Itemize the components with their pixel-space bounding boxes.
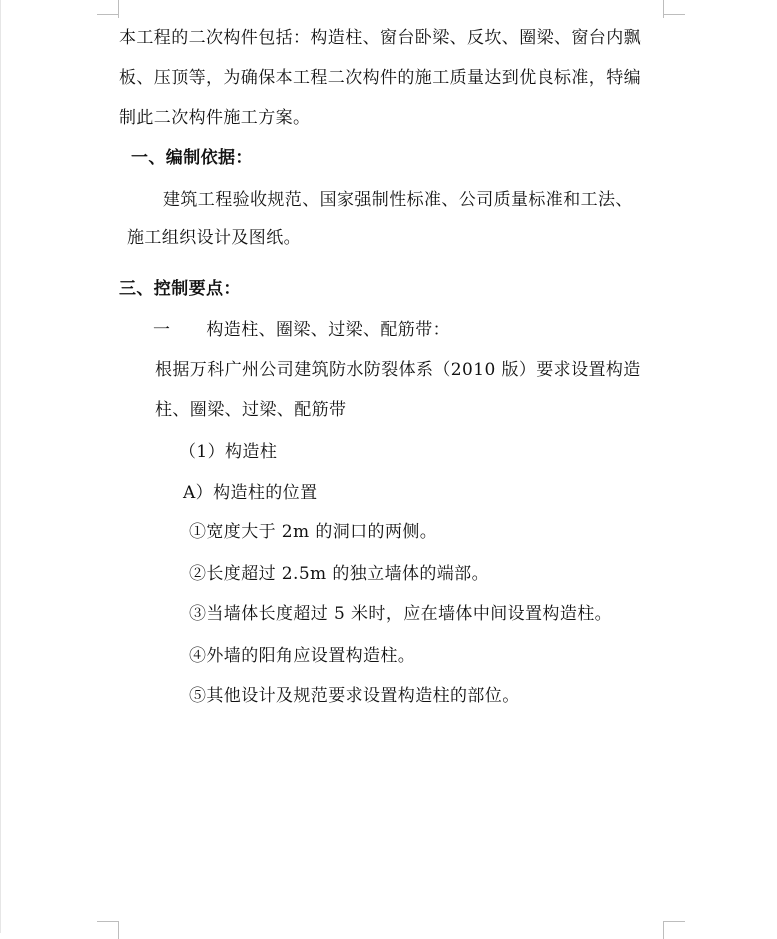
crop-mark-top-right-v: [663, 0, 664, 18]
item-a-heading: A）构造柱的位置: [183, 483, 318, 503]
section-3-para-line-1: 根据万科广州公司建筑防水防裂体系（2010 版）要求设置构造: [155, 360, 641, 380]
section-1-heading: 一、编制依据：: [131, 148, 253, 168]
crop-mark-top-left-h: [97, 14, 119, 15]
crop-mark-top-left-v: [118, 0, 119, 18]
point-5: ⑤其他设计及规范要求设置构造柱的部位。: [189, 686, 520, 706]
section-1-line-1: 建筑工程验收规范、国家强制性标准、公司质量标准和工法、: [163, 190, 633, 210]
intro-line-1: 本工程的二次构件包括：构造柱、窗台卧梁、反坎、圈梁、窗台内飘: [119, 28, 641, 48]
crop-mark-bottom-left-h: [97, 921, 119, 922]
subsection-marker: 一: [153, 320, 171, 340]
crop-mark-bottom-right-h: [663, 921, 685, 922]
point-3: ③当墙体长度超过 5 米时，应在墙体中间设置构造柱。: [189, 604, 613, 624]
item-1-heading: （1）构造柱: [179, 442, 278, 462]
crop-mark-bottom-right-v: [663, 921, 664, 939]
point-4: ④外墙的阳角应设置构造柱。: [189, 646, 416, 666]
intro-line-3: 制此二次构件施工方案。: [119, 108, 311, 128]
point-1: ①宽度大于 2m 的洞口的两侧。: [189, 522, 438, 542]
section-1-line-2: 施工组织设计及图纸。: [127, 228, 301, 248]
crop-mark-top-right-h: [663, 14, 685, 15]
section-3-heading: 三、控制要点：: [119, 279, 241, 299]
subsection-title-text: 构造柱、圈梁、过梁、配筋带：: [206, 320, 451, 340]
subsection-title: [153, 320, 450, 340]
crop-mark-bottom-left-v: [118, 921, 119, 939]
point-2: ②长度超过 2.5m 的独立墙体的端部。: [189, 564, 489, 584]
section-3-para-line-2: 柱、圈梁、过梁、配筋带: [155, 400, 347, 420]
intro-line-2: 板、压顶等，为确保本工程二次构件的施工质量达到优良标准，特编: [119, 68, 641, 88]
